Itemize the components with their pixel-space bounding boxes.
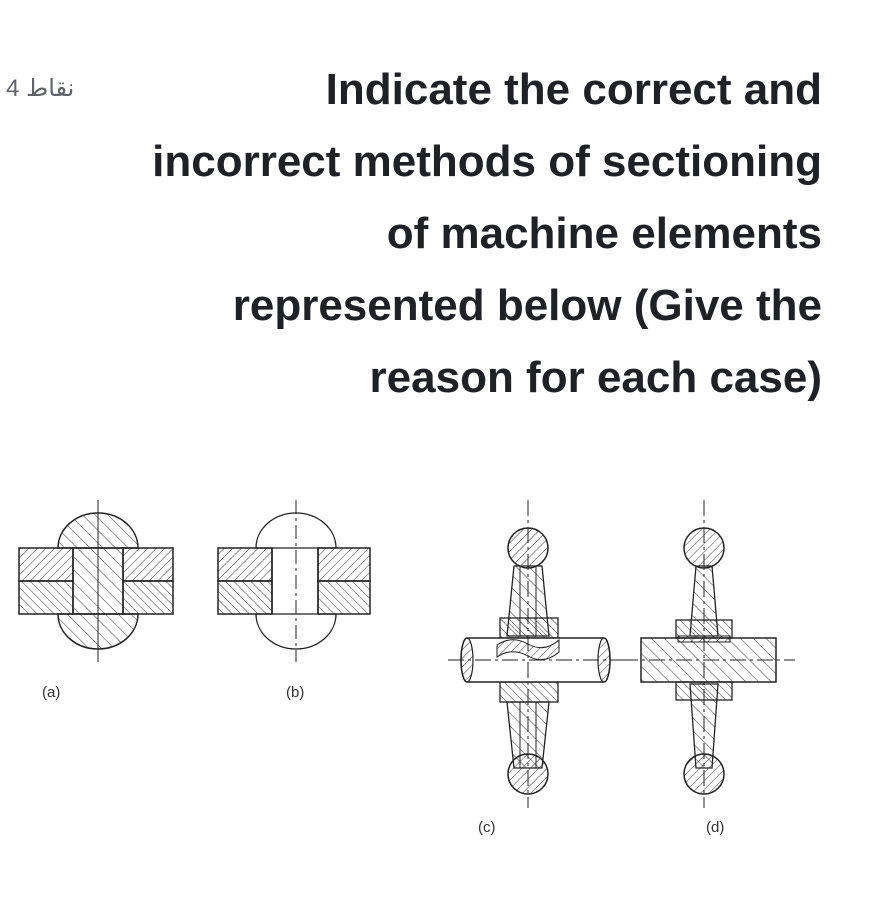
- figure-c: [448, 500, 626, 808]
- figure-b: [218, 500, 370, 662]
- caption-d: (d): [706, 819, 725, 836]
- caption-a: (a): [42, 684, 61, 701]
- sectioning-drawing: [0, 470, 883, 910]
- question-line: incorrect methods of sectioning: [152, 137, 822, 186]
- question-line: of machine elements: [386, 209, 822, 258]
- figure-d: [622, 500, 795, 808]
- points-label: 4 نقاط: [6, 75, 75, 102]
- caption-b: (b): [286, 684, 305, 701]
- sectioning-figure: [0, 470, 883, 910]
- caption-c: (c): [478, 819, 496, 836]
- question-title: [100, 54, 822, 414]
- question-line: reason for each case): [369, 353, 822, 402]
- figure-a: [19, 500, 173, 662]
- question-line: Indicate the correct and: [325, 65, 822, 114]
- question-line: represented below (Give the: [232, 281, 822, 330]
